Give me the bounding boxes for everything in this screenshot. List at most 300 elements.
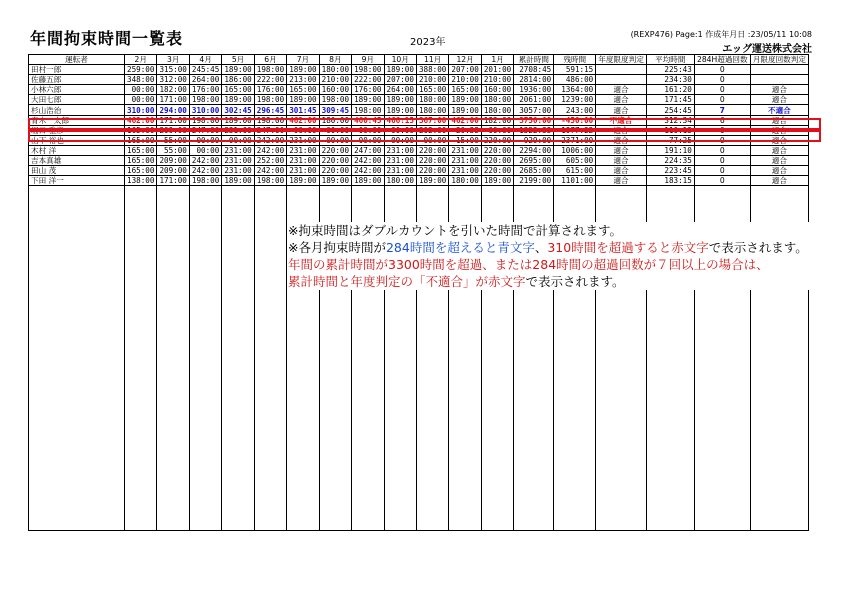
table-cell: 242:00 [254,135,286,145]
blank-cell [222,409,254,418]
blank-cell [416,456,448,465]
blank-cell [287,298,319,307]
column-header: 8月 [319,55,351,65]
blank-cell [189,354,221,363]
blank-cell [554,363,596,372]
highlight-box-row-aoki [28,128,821,142]
blank-cell [287,419,319,428]
blank-cell [319,428,351,437]
blank-cell [352,419,384,428]
blank-cell [125,447,157,456]
blank-cell [596,381,647,390]
blank-cell [481,354,513,363]
table-cell: 310:00 [189,105,221,115]
blank-cell [596,419,647,428]
blank-cell [157,484,189,493]
blank-cell [481,512,513,521]
blank-cell [29,484,125,493]
blank-cell [222,242,254,251]
blank-cell [352,512,384,521]
blank-cell [514,400,554,409]
blank-cell [750,186,808,196]
table-cell: 6 [694,115,750,125]
table-cell: 388:00 [416,65,448,75]
blank-cell [514,381,554,390]
blank-cell [189,205,221,214]
blank-cell [319,419,351,428]
blank-cell [514,344,554,353]
blank-cell [750,391,808,400]
blank-cell [125,409,157,418]
table-cell: 171:00 [157,176,189,186]
table-cell: 189:00 [222,115,254,125]
blank-cell [222,214,254,223]
blank-cell [449,307,481,316]
blank-cell [125,214,157,223]
table-cell: 00:00 [189,145,221,155]
blank-cell [646,521,694,531]
blank-cell [157,521,189,531]
blank-cell [254,186,286,196]
blank-cell [254,456,286,465]
blank-cell [750,205,808,214]
table-cell: 0 [694,65,750,75]
table-cell: 適合 [596,85,647,95]
blank-cell [694,354,750,363]
table-cell: 適合 [750,125,808,135]
blank-cell [222,223,254,232]
blank-cell [481,502,513,511]
table-cell: 適合 [750,95,808,105]
blank-cell [646,381,694,390]
table-cell [750,75,808,85]
blank-cell [319,344,351,353]
blank-cell [222,400,254,409]
blank-cell [449,456,481,465]
blank-cell [319,307,351,316]
blank-cell [750,428,808,437]
blank-cell [222,251,254,260]
blank-cell [125,493,157,502]
blank-cell [481,381,513,390]
blank-cell [514,437,554,446]
note-blue-text: 284時間を超えると青文字 [385,240,535,255]
table-cell: 220:00 [416,145,448,155]
blank-cell [29,223,125,232]
note-red-text: 累計時間と年度判定の「不適合」が赤文字 [288,274,526,289]
table-cell: 231:00 [222,166,254,176]
blank-cell [287,521,319,531]
blank-cell [596,521,647,531]
blank-cell [254,391,286,400]
blank-cell [384,316,416,325]
blank-cell [157,242,189,251]
blank-cell [449,326,481,335]
blank-cell [222,307,254,316]
blank-cell [694,326,750,335]
blank-cell [352,502,384,511]
blank-cell [319,335,351,344]
blank-cell [449,400,481,409]
table-cell: 180:00 [481,105,513,115]
table-cell: 242:00 [189,166,221,176]
blank-cell [254,214,286,223]
blank-cell [694,512,750,521]
table-cell [596,65,647,75]
column-header: 4月 [189,55,221,65]
blank-cell [694,335,750,344]
blank-cell [694,428,750,437]
table-cell: 00:00 [319,125,351,135]
blank-cell [750,474,808,483]
blank-cell [416,391,448,400]
table-cell: 0 [694,85,750,95]
blank-cell [481,484,513,493]
blank-cell [29,512,125,521]
blank-cell [554,326,596,335]
table-cell: 適合 [596,176,647,186]
blank-cell [254,251,286,260]
blank-cell [125,437,157,446]
blank-cell [222,512,254,521]
blank-cell [287,186,319,196]
blank-cell [125,316,157,325]
blank-cell [514,484,554,493]
blank-cell [319,381,351,390]
blank-cell [254,279,286,288]
table-cell [750,65,808,75]
blank-cell [694,196,750,205]
blank-cell [125,242,157,251]
table-cell: 161:20 [646,85,694,95]
blank-cell [125,251,157,260]
table-cell: 180:00 [416,95,448,105]
blank-cell [416,419,448,428]
blank-cell [157,233,189,242]
table-cell: 00:00 [384,125,416,135]
blank-cell [449,512,481,521]
blank-cell [125,484,157,493]
column-header: 3月 [157,55,189,65]
blank-cell [596,186,647,196]
blank-cell [29,474,125,483]
blank-cell [646,437,694,446]
blank-cell [750,521,808,531]
blank-cell [554,344,596,353]
table-cell: 171:45 [646,95,694,105]
blank-cell [189,381,221,390]
note-line-4 [288,273,828,290]
blank-cell [449,354,481,363]
blank-cell [646,307,694,316]
blank-cell [694,205,750,214]
blank-cell [554,381,596,390]
table-row [29,166,809,176]
blank-cell [254,447,286,456]
blank-cell [416,428,448,437]
table-cell: 202:00 [416,125,448,135]
blank-cell [449,205,481,214]
blank-cell [554,512,596,521]
blank-row [29,400,809,409]
blank-row [29,474,809,483]
table-cell: 220:00 [416,155,448,165]
blank-cell [416,502,448,511]
table-cell: 231:00 [287,145,319,155]
blank-cell [596,447,647,456]
blank-cell [481,186,513,196]
blank-cell [646,409,694,418]
blank-cell [646,484,694,493]
table-cell: 165:00 [416,85,448,95]
column-header: 運転者 [29,55,125,65]
blank-cell [222,335,254,344]
blank-cell [352,354,384,363]
blank-cell [481,335,513,344]
table-cell: 0 [694,145,750,155]
blank-cell [694,363,750,372]
blank-cell [750,316,808,325]
table-cell: 2685:00 [514,166,554,176]
blank-row [29,354,809,363]
table-cell: 310:00 [125,105,157,115]
blank-cell [157,261,189,270]
blank-cell [352,484,384,493]
table-cell: 264:00 [189,75,221,85]
blank-cell [319,465,351,474]
blank-cell [416,344,448,353]
blank-cell [384,447,416,456]
blank-row [29,437,809,446]
blank-cell [254,354,286,363]
blank-cell [384,307,416,316]
driver-name-cell: 堀口 雅彦 [29,125,125,135]
blank-cell [554,307,596,316]
blank-cell [29,326,125,335]
blank-cell [384,428,416,437]
blank-cell [750,196,808,205]
blank-cell [287,372,319,381]
blank-cell [646,400,694,409]
blank-cell [222,298,254,307]
table-cell: 220:00 [319,145,351,155]
blank-cell [352,316,384,325]
table-cell: 198:00 [254,65,286,75]
table-cell: 198:00 [352,105,384,115]
blank-cell [29,493,125,502]
blank-cell [514,335,554,344]
table-cell: 209:00 [157,155,189,165]
table-cell: 適合 [750,115,808,125]
table-cell: 210:00 [416,75,448,85]
blank-cell [157,428,189,437]
blank-cell [449,419,481,428]
blank-cell [384,298,416,307]
blank-cell [384,363,416,372]
blank-cell [222,196,254,205]
driver-name-cell: 佐藤五郎 [29,75,125,85]
blank-cell [352,409,384,418]
table-cell: 183:15 [646,176,694,186]
blank-cell [189,186,221,196]
blank-cell [125,512,157,521]
table-cell: 2814:00 [514,75,554,85]
blank-cell [125,335,157,344]
blank-cell [694,400,750,409]
table-cell: 348:00 [125,75,157,85]
blank-cell [29,344,125,353]
blank-cell [287,456,319,465]
blank-cell [514,186,554,196]
blank-cell [125,298,157,307]
blank-cell [694,186,750,196]
blank-cell [646,447,694,456]
blank-cell [29,214,125,223]
blank-cell [189,437,221,446]
blank-cell [750,465,808,474]
blank-cell [157,298,189,307]
table-cell: 55:00 [157,145,189,155]
note-red-text: 310時間を超過すると赤文字 [547,240,709,255]
blank-cell [29,437,125,446]
table-cell: 165:00 [449,85,481,95]
blank-cell [189,372,221,381]
blank-cell [157,214,189,223]
table-cell: 222:00 [254,75,286,85]
table-cell: 180:00 [449,176,481,186]
table-cell: 180:00 [416,105,448,115]
blank-cell [125,196,157,205]
blank-cell [254,344,286,353]
blank-cell [750,354,808,363]
table-cell: 224:35 [646,155,694,165]
blank-cell [352,493,384,502]
blank-cell [352,326,384,335]
blank-cell [750,419,808,428]
column-header: 月限度回数判定 [750,55,808,65]
table-cell: 462:00 [287,115,319,125]
blank-cell [352,307,384,316]
table-cell: 2708:45 [514,65,554,75]
blank-cell [596,474,647,483]
blank-cell [694,372,750,381]
driver-name-cell: 田山 茂 [29,166,125,176]
blank-cell [29,233,125,242]
blank-cell [596,196,647,205]
blank-cell [222,465,254,474]
blank-row [29,381,809,390]
blank-cell [189,465,221,474]
blank-cell [694,493,750,502]
blank-cell [352,437,384,446]
table-row [29,95,809,105]
blank-cell [254,326,286,335]
blank-cell [189,316,221,325]
blank-cell [29,354,125,363]
blank-cell [449,316,481,325]
blank-cell [750,512,808,521]
blank-cell [125,205,157,214]
blank-cell [319,474,351,483]
blank-cell [449,493,481,502]
table-cell: 2061:00 [514,95,554,105]
blank-cell [514,205,554,214]
blank-cell [514,363,554,372]
blank-cell [287,502,319,511]
blank-cell [125,363,157,372]
table-cell: 180:00 [319,115,351,125]
company-name: エッグ運送株式会社 [722,44,812,55]
blank-row [29,512,809,521]
blank-cell [125,307,157,316]
table-cell: 165:00 [222,85,254,95]
blank-cell [750,502,808,511]
blank-cell [384,419,416,428]
table-cell: 160:00 [319,85,351,95]
table-cell: 171:00 [157,95,189,105]
table-cell: 適合 [596,145,647,155]
blank-cell [189,223,221,232]
table-row [29,145,809,155]
blank-cell [481,363,513,372]
blank-cell [287,381,319,390]
table-cell: 466:15 [384,115,416,125]
blank-cell [646,354,694,363]
table-cell: 176:00 [254,85,286,95]
blank-cell [222,493,254,502]
blank-cell [750,326,808,335]
blank-cell [189,288,221,297]
blank-cell [596,316,647,325]
table-cell: 20:38 [449,125,481,135]
blank-cell [646,186,694,196]
blank-cell [449,363,481,372]
blank-cell [694,298,750,307]
note-line-1: ※拘束時間はダブルカウントを引いた時間で計算されます。 [288,223,622,238]
blank-cell [694,456,750,465]
table-row [29,75,809,85]
driver-name-cell: 下田 洋一 [29,176,125,186]
blank-cell [481,474,513,483]
table-cell: 312:00 [157,75,189,85]
blank-cell [29,335,125,344]
blank-cell [554,372,596,381]
blank-row [29,363,809,372]
table-cell: 242:00 [189,155,221,165]
report-meta: (REXP476) Page:1 作成年月日 :23/05/11 10:08 [630,30,812,39]
blank-cell [254,196,286,205]
table-cell: 210:00 [449,75,481,85]
blank-cell [646,512,694,521]
table-cell: 55:00 [157,135,189,145]
blank-cell [694,437,750,446]
table-cell: 189:00 [287,95,319,105]
blank-cell [481,196,513,205]
blank-cell [157,335,189,344]
blank-cell [189,196,221,205]
blank-cell [157,363,189,372]
blank-cell [554,391,596,400]
blank-cell [29,409,125,418]
table-cell: 189:00 [352,176,384,186]
blank-cell [750,456,808,465]
blank-cell [481,205,513,214]
blank-row [29,335,809,344]
blank-cell [646,316,694,325]
table-cell: 00:00 [384,135,416,145]
blank-cell [481,447,513,456]
blank-cell [254,400,286,409]
